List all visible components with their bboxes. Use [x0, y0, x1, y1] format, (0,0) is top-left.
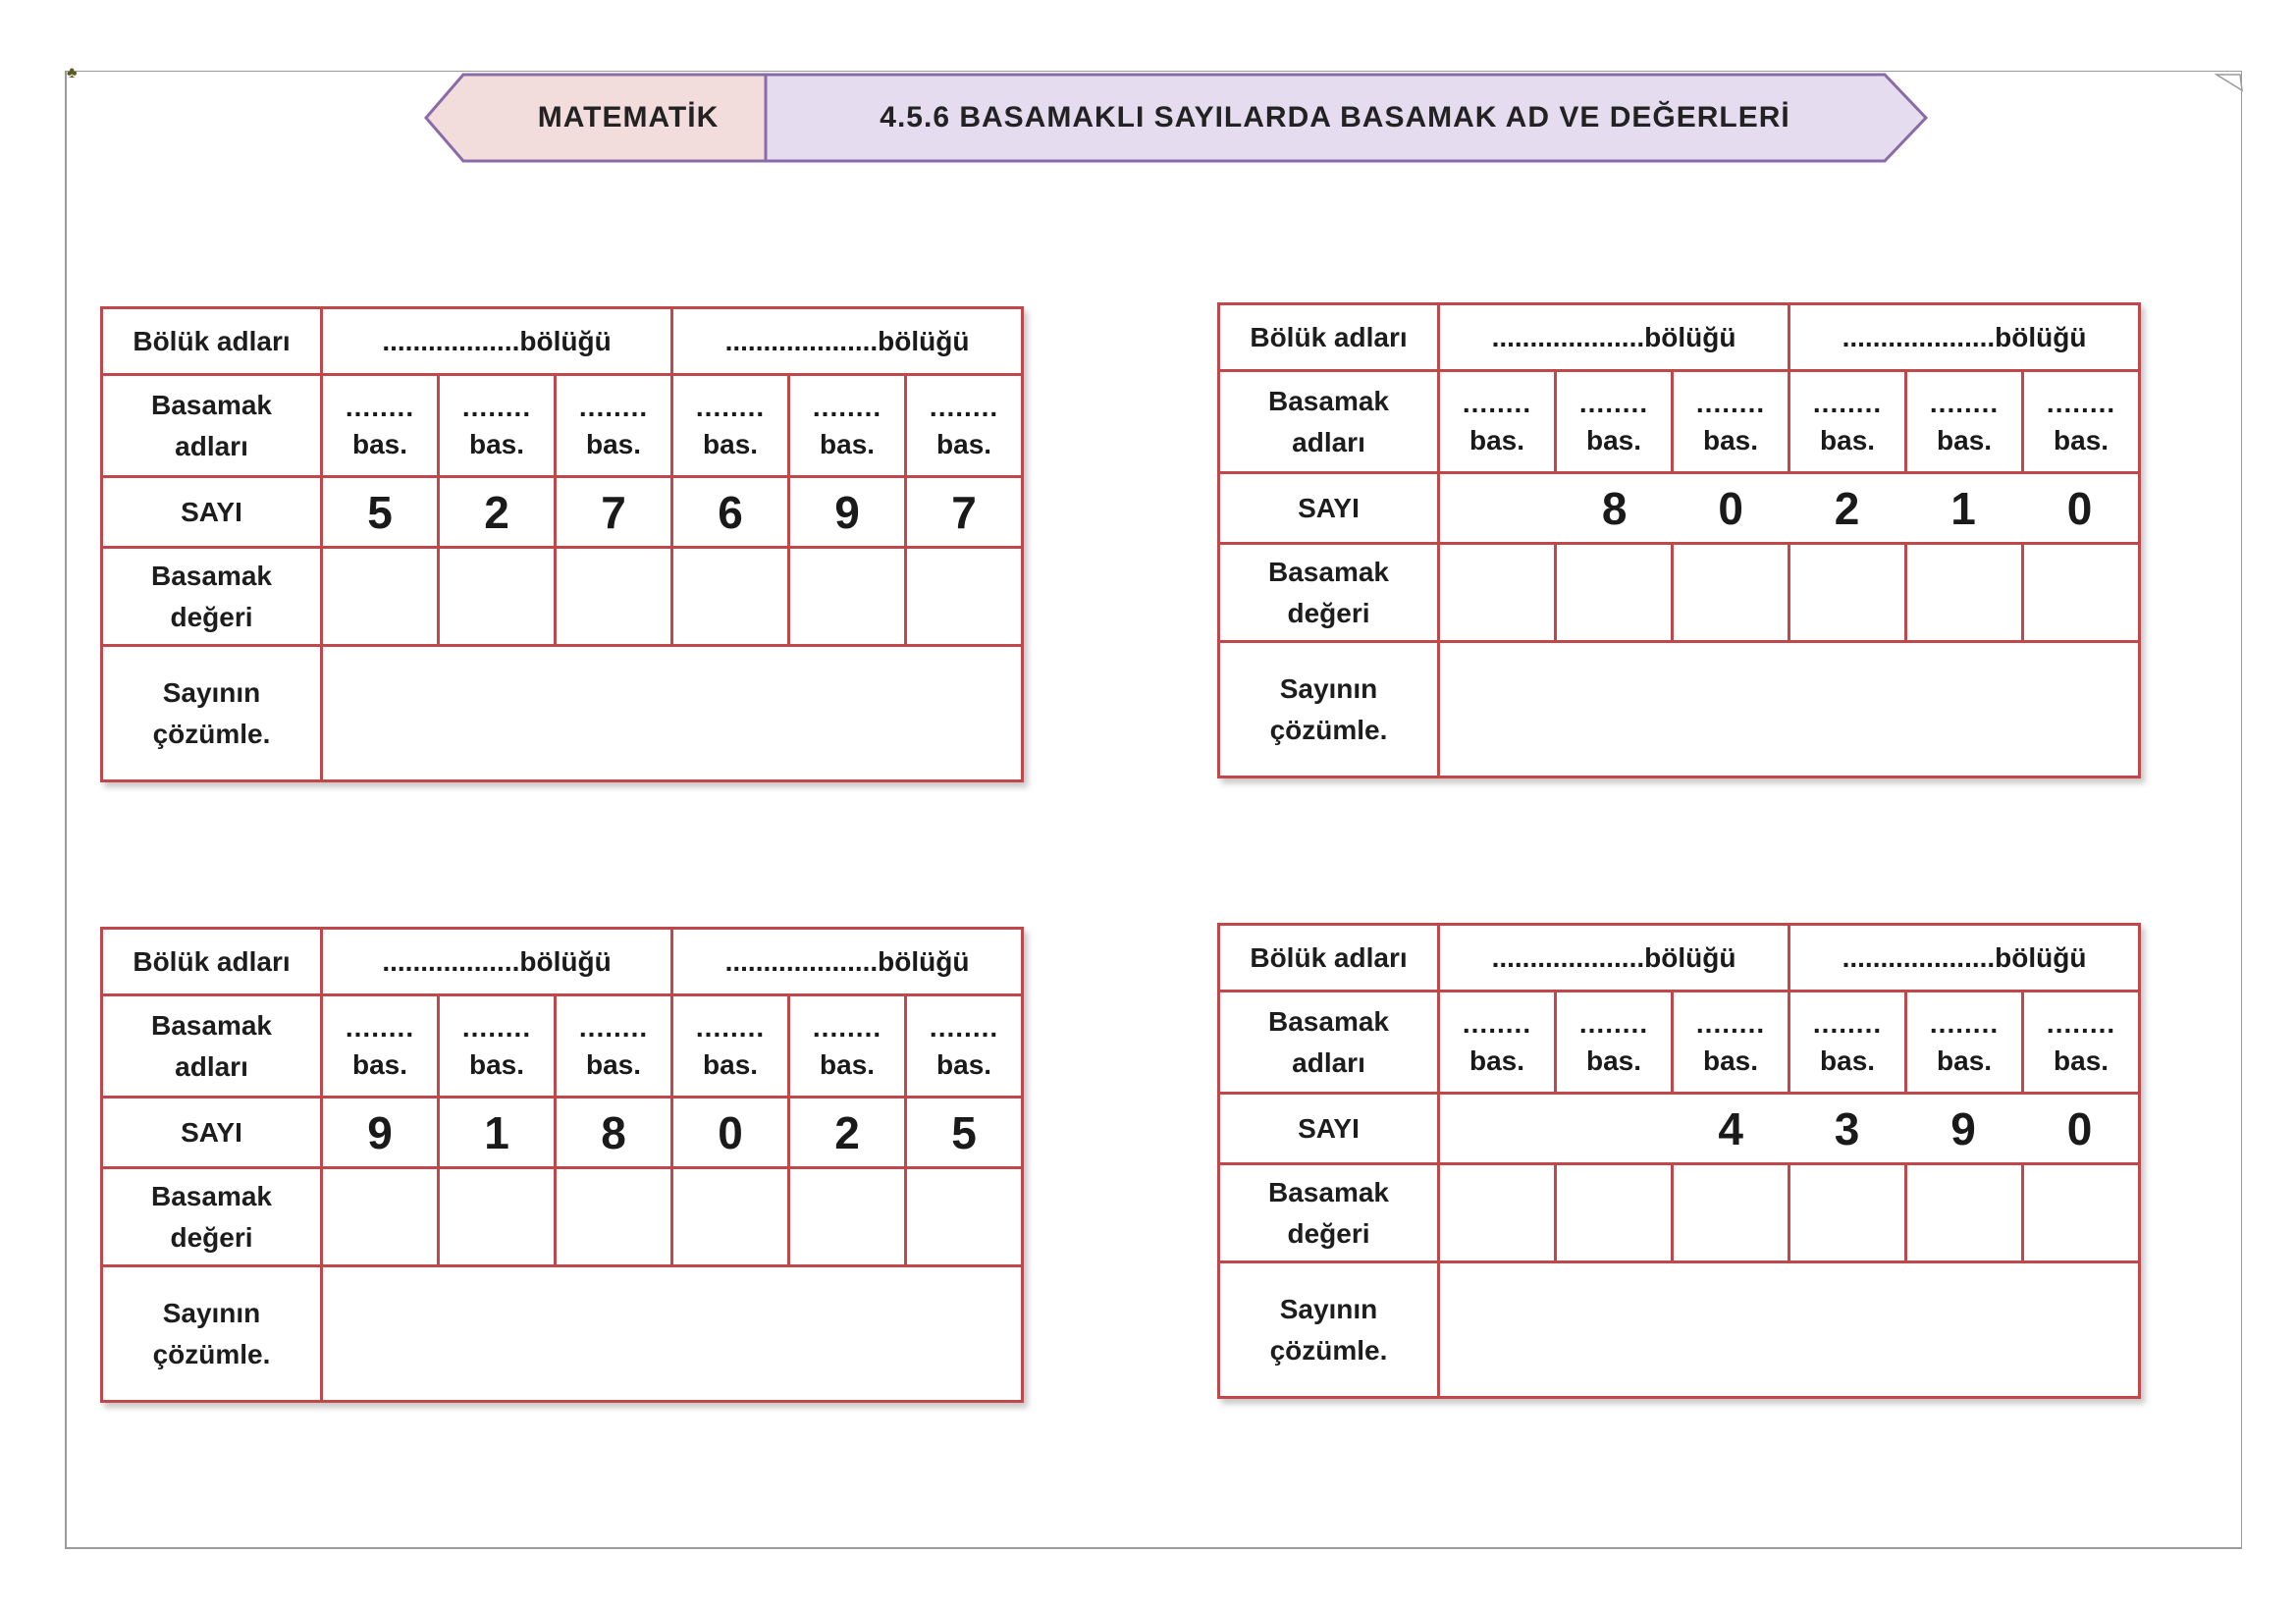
- row-label-basamak-adlari: Basamak adları: [102, 995, 322, 1098]
- group-header-left[interactable]: ....................bölüğü: [1439, 925, 1789, 992]
- place-value-answer-cell[interactable]: [1789, 544, 1906, 642]
- place-name-cell[interactable]: ........ bas.: [1673, 992, 1789, 1094]
- digit-cell: 2: [1834, 482, 1860, 534]
- place-name-cell[interactable]: ........ bas.: [906, 375, 1023, 477]
- row-label-cozumle: Sayının çözümle.: [102, 646, 322, 781]
- digit-cell: 3: [1834, 1102, 1860, 1154]
- place-name-cell[interactable]: ........ bas.: [556, 995, 672, 1098]
- place-value-table-1: [100, 306, 1024, 782]
- place-value-answer-cell[interactable]: [1906, 544, 2023, 642]
- digit-cell: 7: [906, 477, 1023, 548]
- row-label-bolum-adlari: Bölük adları: [102, 308, 322, 375]
- row-label-basamak-degeri: Basamak değeri: [102, 1168, 322, 1266]
- group-header-left[interactable]: ..................bölüğü: [322, 929, 672, 995]
- row-label-basamak-degeri: Basamak değeri: [1219, 1164, 1439, 1262]
- digit-cell: 0: [2066, 482, 2093, 534]
- row-label-basamak-adlari: Basamak adları: [1219, 371, 1439, 473]
- place-name-cell[interactable]: ........ bas.: [2023, 992, 2140, 1094]
- decomposition-answer-cell[interactable]: [322, 1266, 1023, 1402]
- digit-cell: 4: [1718, 1102, 1743, 1154]
- digit-cell: 9: [1950, 1102, 1976, 1154]
- row-label-cozumle: Sayının çözümle.: [102, 1266, 322, 1402]
- place-name-cell[interactable]: ........ bas.: [439, 375, 556, 477]
- place-name-cell[interactable]: ........ bas.: [1556, 992, 1673, 1094]
- digit-cell: 2: [439, 477, 556, 548]
- digit-cell: 5: [322, 477, 439, 548]
- place-value-answer-cell[interactable]: [1673, 1164, 1789, 1262]
- place-name-cell[interactable]: ........ bas.: [1789, 371, 1906, 473]
- place-value-answer-cell[interactable]: [1439, 1164, 1556, 1262]
- place-name-cell[interactable]: ........ bas.: [2023, 371, 2140, 473]
- place-name-cell[interactable]: ........ bas.: [1906, 371, 2023, 473]
- place-value-answer-cell[interactable]: [2023, 544, 2140, 642]
- place-value-answer-cell[interactable]: [556, 548, 672, 646]
- place-value-answer-cell[interactable]: [672, 548, 789, 646]
- place-value-answer-cell[interactable]: [439, 548, 556, 646]
- row-label-sayi: SAYI: [1219, 1094, 1439, 1164]
- group-header-left[interactable]: ....................bölüğü: [1439, 304, 1789, 371]
- place-name-cell[interactable]: ........ bas.: [322, 995, 439, 1098]
- row-label-basamak-degeri: Basamak değeri: [102, 548, 322, 646]
- row-label-basamak-adlari: Basamak adları: [1219, 992, 1439, 1094]
- place-name-cell[interactable]: ........ bas.: [1673, 371, 1789, 473]
- group-header-left[interactable]: ..................bölüğü: [322, 308, 672, 375]
- digit-cell: 8: [556, 1098, 672, 1168]
- group-header-right[interactable]: ....................bölüğü: [1789, 925, 2140, 992]
- place-name-cell[interactable]: ........ bas.: [439, 995, 556, 1098]
- digit-row: [1439, 1094, 2140, 1164]
- worksheet-title: 4.5.6 BASAMAKLI SAYILARDA BASAMAK AD VE DEĞERLERİ: [880, 101, 1790, 134]
- digit-cell: 9: [789, 477, 906, 548]
- row-label-bolum-adlari: Bölük adları: [1219, 304, 1439, 371]
- digit-cell: 1: [439, 1098, 556, 1168]
- digit-cell: 6: [672, 477, 789, 548]
- place-name-cell[interactable]: ........ bas.: [1556, 371, 1673, 473]
- digit-cell: 1: [1950, 482, 1976, 534]
- place-value-answer-cell[interactable]: [322, 548, 439, 646]
- place-value-answer-cell[interactable]: [1556, 544, 1673, 642]
- digit-cell: 8: [1601, 482, 1628, 534]
- place-value-answer-cell[interactable]: [906, 1168, 1023, 1266]
- digit-cell: 7: [556, 477, 672, 548]
- place-name-cell[interactable]: ........ bas.: [1789, 992, 1906, 1094]
- place-value-answer-cell[interactable]: [789, 1168, 906, 1266]
- digit-cell: 5: [906, 1098, 1023, 1168]
- place-name-cell[interactable]: ........ bas.: [672, 375, 789, 477]
- group-header-right[interactable]: ....................bölüğü: [1789, 304, 2140, 371]
- place-value-answer-cell[interactable]: [1556, 1164, 1673, 1262]
- place-value-answer-cell[interactable]: [789, 548, 906, 646]
- place-name-cell[interactable]: ........ bas.: [1439, 371, 1556, 473]
- page-fold-icon: [2215, 73, 2244, 94]
- place-name-cell[interactable]: ........ bas.: [906, 995, 1023, 1098]
- row-label-cozumle: Sayının çözümle.: [1219, 642, 1439, 777]
- header-banner: [422, 71, 1930, 165]
- place-name-cell[interactable]: ........ bas.: [672, 995, 789, 1098]
- decomposition-answer-cell[interactable]: [322, 646, 1023, 781]
- decomposition-answer-cell[interactable]: [1439, 1262, 2140, 1398]
- place-name-cell[interactable]: ........ bas.: [789, 375, 906, 477]
- place-value-answer-cell[interactable]: [322, 1168, 439, 1266]
- group-header-right[interactable]: ....................bölüğü: [672, 929, 1023, 995]
- digit-cell: 0: [1718, 482, 1743, 534]
- place-name-cell[interactable]: ........ bas.: [1439, 992, 1556, 1094]
- place-name-cell[interactable]: ........ bas.: [1906, 992, 2023, 1094]
- digit-cell: 0: [2066, 1102, 2093, 1154]
- row-label-sayi: SAYI: [1219, 473, 1439, 544]
- place-value-table-2: [1217, 302, 2141, 778]
- row-label-basamak-degeri: Basamak değeri: [1219, 544, 1439, 642]
- digit-row: [1439, 473, 2140, 544]
- digit-cell: 2: [789, 1098, 906, 1168]
- place-name-cell[interactable]: ........ bas.: [556, 375, 672, 477]
- place-value-answer-cell[interactable]: [672, 1168, 789, 1266]
- subject-label: MATEMATİK: [537, 101, 720, 134]
- place-value-table-3: [100, 927, 1024, 1403]
- place-value-answer-cell[interactable]: [1673, 544, 1789, 642]
- place-name-cell[interactable]: ........ bas.: [322, 375, 439, 477]
- place-value-answer-cell[interactable]: [2023, 1164, 2140, 1262]
- place-value-answer-cell[interactable]: [1906, 1164, 2023, 1262]
- place-value-answer-cell[interactable]: [906, 548, 1023, 646]
- digit-cell: 0: [672, 1098, 789, 1168]
- place-value-answer-cell[interactable]: [439, 1168, 556, 1266]
- place-value-answer-cell[interactable]: [1439, 544, 1556, 642]
- row-label-bolum-adlari: Bölük adları: [1219, 925, 1439, 992]
- row-label-basamak-adlari: Basamak adları: [102, 375, 322, 477]
- corner-mark-icon: ♣: [67, 65, 78, 81]
- decomposition-answer-cell[interactable]: [1439, 642, 2140, 777]
- row-label-sayi: SAYI: [102, 477, 322, 548]
- row-label-sayi: SAYI: [102, 1098, 322, 1168]
- place-value-answer-cell[interactable]: [556, 1168, 672, 1266]
- row-label-bolum-adlari: Bölük adları: [102, 929, 322, 995]
- place-value-table-4: [1217, 923, 2141, 1399]
- digit-cell: 9: [322, 1098, 439, 1168]
- group-header-right[interactable]: ....................bölüğü: [672, 308, 1023, 375]
- row-label-cozumle: Sayının çözümle.: [1219, 1262, 1439, 1398]
- place-name-cell[interactable]: ........ bas.: [789, 995, 906, 1098]
- place-value-answer-cell[interactable]: [1789, 1164, 1906, 1262]
